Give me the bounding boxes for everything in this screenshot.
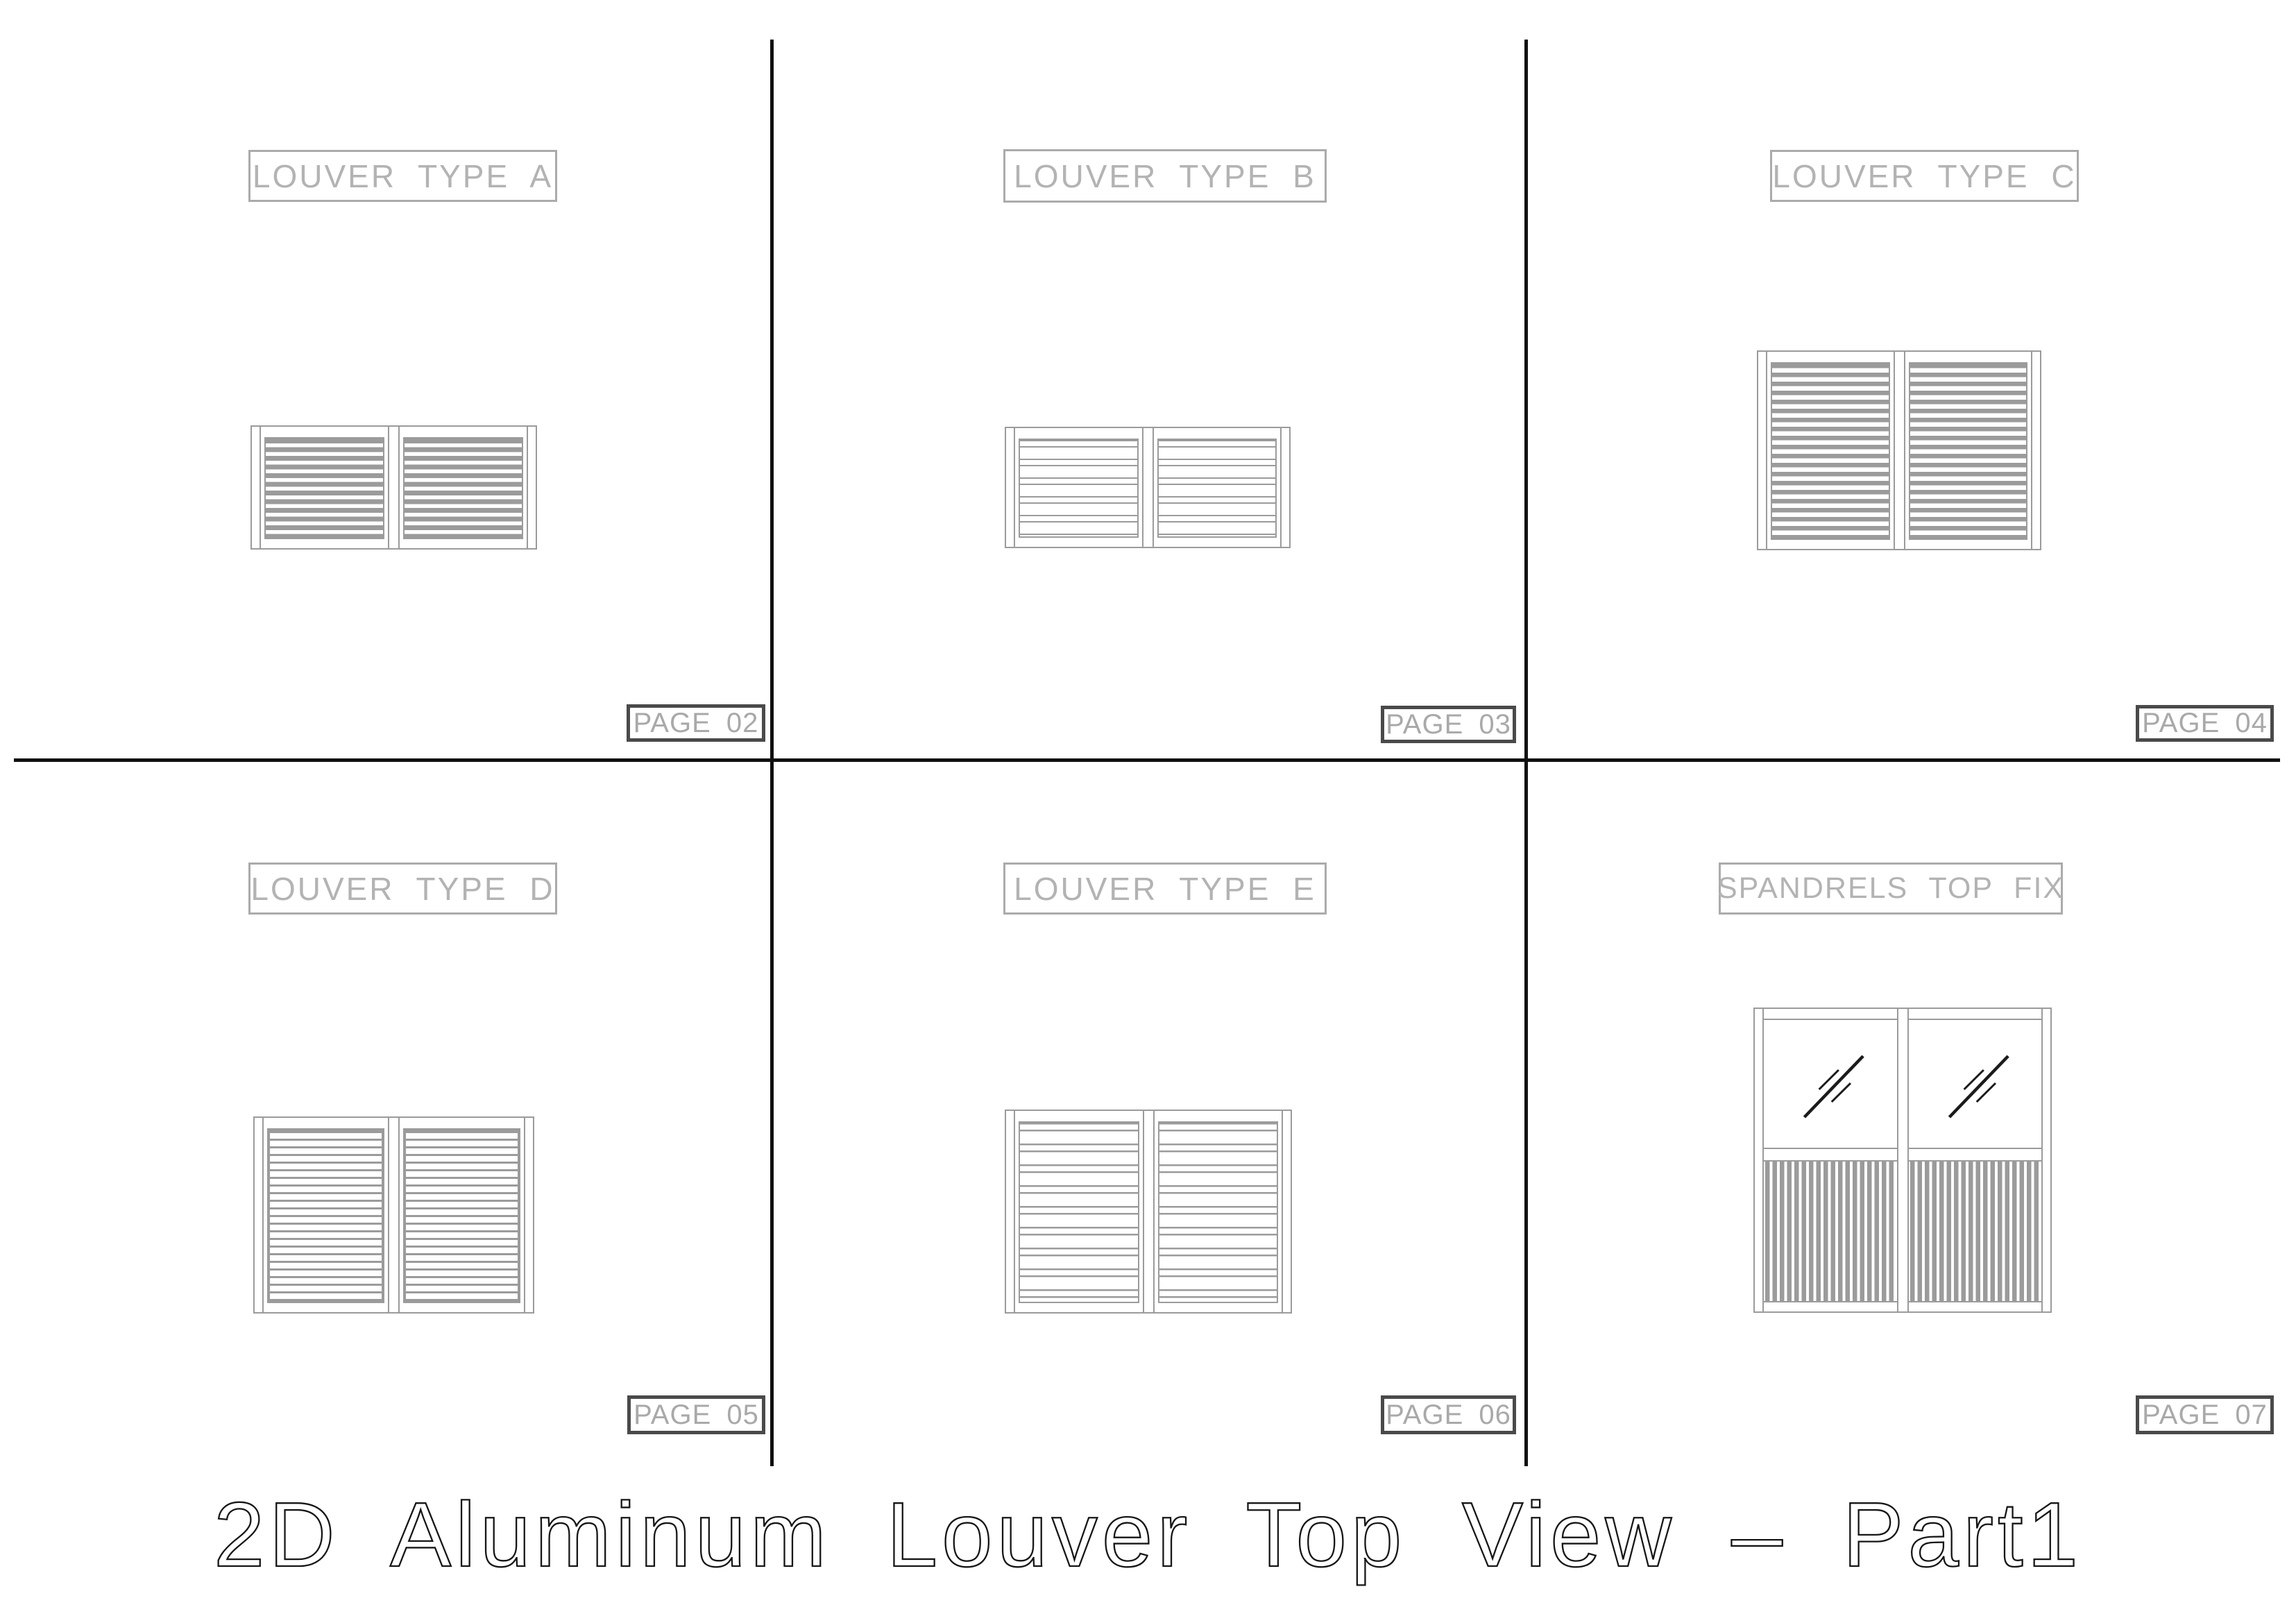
louver-drawing-type-a [250,425,537,550]
page-label: PAGE 06 [1386,1399,1511,1430]
panel-title-box [1003,863,1327,915]
grid-divider-vertical-left [770,40,774,1466]
louver-slats [403,437,523,539]
panel-title-label: LOUVER TYPE E [1014,870,1316,907]
louver-section [264,1118,388,1312]
sheet-title: 2D Aluminum Louver Top View – Part1 [213,1484,2083,1586]
transom-rail [1909,1148,2042,1162]
frame-stile-right [527,427,536,548]
louver-frame [1757,350,2041,550]
spandrel-drawing [1753,1008,2052,1313]
frame-mullion [1894,352,1905,549]
panel-title-box [1719,863,2063,915]
frame-mullion [1143,1111,1155,1312]
page-badge [1381,706,1516,743]
frame-stile-right [1282,1111,1291,1312]
panel-title-box [248,150,557,202]
louver-drawing-type-b [1005,427,1291,548]
frame-stile-left [1755,1009,1764,1311]
top-rail [1764,1009,1897,1020]
grid-divider-horizontal [14,758,2280,762]
louver-section [400,427,527,548]
bottom-rail [1909,1301,2042,1311]
frame-stile-left [252,427,261,548]
louver-section [1155,1111,1282,1312]
frame-mullion [388,1118,400,1312]
frame-mullion [1142,428,1154,547]
panel-title-label: LOUVER TYPE D [250,870,555,907]
louver-slats [1157,439,1277,538]
panel-title-box [1770,150,2079,202]
frame-mullion [1897,1009,1909,1311]
louver-section [400,1118,524,1312]
page-badge [627,1395,765,1434]
louver-frame [1005,427,1291,548]
page-badge [2136,705,2274,742]
louver-drawing-type-d [253,1116,534,1314]
louver-frame [250,425,537,550]
page-label: PAGE 05 [633,1399,759,1430]
louver-section [261,427,388,548]
louver-slats [403,1128,520,1303]
louver-section [1767,352,1894,549]
page-badge [1381,1395,1516,1434]
frame-stile-left [1006,428,1015,547]
glass-symbol [1909,1020,2042,1148]
panel-title-box [248,863,557,915]
page-label: PAGE 02 [633,707,759,738]
page-label: PAGE 04 [2142,708,2268,738]
frame-stile-left [255,1118,264,1312]
page-badge [2136,1395,2274,1434]
glass-panel [1764,1020,1897,1148]
spandrel-section [1764,1009,1897,1311]
louver-slats [1019,1121,1139,1303]
louver-slats [1158,1121,1279,1303]
bottom-rail [1764,1301,1897,1311]
spandrel-section [1909,1009,2042,1311]
spandrel-frame [1753,1008,2052,1313]
frame-stile-left [1006,1111,1015,1312]
louver-drawing-type-e [1005,1110,1292,1314]
panel-title-box [1003,149,1327,203]
louver-frame [1005,1110,1292,1314]
glass-symbol [1764,1020,1897,1148]
louver-slats [264,437,384,539]
frame-stile-right [524,1118,533,1312]
frame-stile-right [2041,1009,2050,1311]
louver-section [1015,1111,1143,1312]
louver-section [1905,352,2032,549]
frame-stile-left [1758,352,1767,549]
frame-stile-right [1280,428,1289,547]
louver-frame [253,1116,534,1314]
louver-slats [1771,362,1890,540]
page-badge [627,704,765,742]
louver-drawing-type-c [1757,350,2041,550]
panel-title-label: LOUVER TYPE A [252,158,554,194]
vertical-slats [1765,1162,1896,1301]
panel-title-label: LOUVER TYPE C [1772,158,2077,194]
louver-section [1154,428,1281,547]
page-label: PAGE 07 [2142,1399,2268,1430]
louver-slats [267,1128,384,1303]
glass-panel [1909,1020,2042,1148]
louver-slats [1909,362,2028,540]
louver-slats [1019,439,1139,538]
page-label: PAGE 03 [1386,708,1511,740]
frame-mullion [388,427,400,548]
frame-stile-right [2031,352,2040,549]
louver-section [1015,428,1142,547]
transom-rail [1764,1148,1897,1162]
vertical-slats [1910,1162,2041,1301]
panel-title-label: SPANDRELS TOP FIX [1717,872,2065,905]
top-rail [1909,1009,2042,1020]
panel-title-label: LOUVER TYPE B [1014,158,1316,194]
grid-divider-vertical-right [1524,40,1528,1466]
